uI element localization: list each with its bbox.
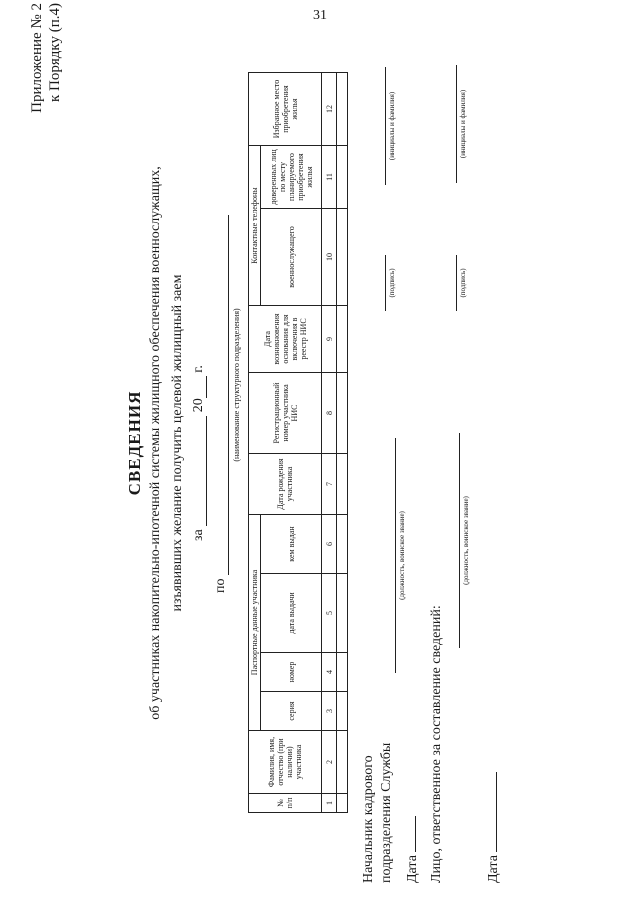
col-number-cell: 9 xyxy=(322,306,337,373)
col-number-cell: 7 xyxy=(322,454,337,515)
table-cell xyxy=(337,73,348,146)
period-blank xyxy=(192,416,207,526)
head-line-1: Начальник кадрового xyxy=(361,755,376,883)
responsible-label: Лицо, ответственное за составление сведений: xyxy=(429,605,444,883)
period-year-prefix: 20 xyxy=(191,398,206,413)
initials-line xyxy=(384,67,386,185)
form-subtitle-line-2: изъявивших желание получить целевой жилищный заем xyxy=(170,274,185,612)
col-number-cell: 2 xyxy=(322,731,337,794)
date-blank-2 xyxy=(484,772,497,852)
header-series: серия xyxy=(261,692,322,731)
date-label-1 xyxy=(403,816,422,883)
col-number-cell: 4 xyxy=(322,653,337,692)
col-number-cell: 1 xyxy=(322,794,337,813)
header-fio: Фамилия, имя, отчество (при наличии) участника xyxy=(249,731,322,794)
date-label-2 xyxy=(484,772,503,883)
table-cell xyxy=(337,515,348,574)
initials-caption-2: (инициалы и фамилия) xyxy=(459,89,467,159)
header-date-basis: Дата возникновения основания для включения в реестр НИС xyxy=(249,306,322,373)
signature-line xyxy=(384,255,386,311)
table-cell xyxy=(337,653,348,692)
col-number-cell: 12 xyxy=(322,73,337,146)
table-cell xyxy=(337,146,348,209)
table-cell xyxy=(337,731,348,794)
head-line-2: подразделения Службы xyxy=(379,742,394,883)
appendix-line-1: Приложение № 2 xyxy=(29,3,45,113)
table-cell xyxy=(337,574,348,653)
position-caption-2: (должность, воинское звание) xyxy=(462,496,470,585)
year-blank xyxy=(192,376,207,398)
date-blank-1 xyxy=(403,816,416,852)
page-number: 31 xyxy=(313,8,327,23)
date-text-2: Дата xyxy=(486,855,501,883)
header-group-passport: Паспортные данные участника xyxy=(249,515,261,731)
position-caption: (должность, воинское звание) xyxy=(398,511,406,600)
signature-caption-2: (подпись) xyxy=(459,268,467,298)
header-number: номер xyxy=(261,653,322,692)
table-row xyxy=(337,73,348,813)
header-num: № п/п xyxy=(249,794,322,813)
signature-line-2 xyxy=(455,255,457,311)
form-title: СВЕДЕНИЯ xyxy=(125,390,144,496)
header-issued-by: кем выдан xyxy=(261,515,322,574)
head-of-hr-label xyxy=(360,743,396,883)
header-reg-number: Регистрационный номер участника НИС xyxy=(249,373,322,454)
unit-blank xyxy=(214,215,229,575)
header-group-phones: Контактные телефоны xyxy=(249,146,261,306)
period-prefix: за xyxy=(191,529,206,541)
appendix-label xyxy=(28,3,64,113)
header-phone-serviceman: военнослужащего xyxy=(261,209,322,306)
appendix-line-2: к Порядку (п.4) xyxy=(47,3,63,102)
position-line xyxy=(394,438,396,673)
table-number-row xyxy=(322,73,337,813)
table-cell xyxy=(337,692,348,731)
unit-caption: (наименование структурного подразделения) xyxy=(232,308,241,462)
initials-caption: (инициалы и фамилия) xyxy=(388,91,396,161)
table-cell xyxy=(337,454,348,515)
table-cell xyxy=(337,373,348,454)
col-number-cell: 8 xyxy=(322,373,337,454)
table-cell xyxy=(337,306,348,373)
table-cell xyxy=(337,209,348,306)
table-cell xyxy=(337,794,348,813)
signature-caption: (подпись) xyxy=(388,268,396,298)
table-header-row-1 xyxy=(249,73,261,813)
col-number-cell: 5 xyxy=(322,574,337,653)
unit-prefix: по xyxy=(213,578,228,593)
header-place: Избранное место приобретения жилья xyxy=(249,73,322,146)
position-line-2 xyxy=(458,433,460,648)
initials-line-2 xyxy=(455,65,457,183)
col-number-cell: 3 xyxy=(322,692,337,731)
form-subtitle-line-1: об участниках накопительно-ипотечной системы жилищного обеспечения военнослужащих, xyxy=(148,166,163,720)
col-number-cell: 11 xyxy=(322,146,337,209)
unit-line xyxy=(213,215,229,593)
col-number-cell: 10 xyxy=(322,209,337,306)
period-line xyxy=(191,365,207,541)
header-birth: Дата рождения участника xyxy=(249,454,322,515)
header-issue-date: дата выдачи xyxy=(261,574,322,653)
data-table xyxy=(248,72,348,813)
period-suffix: г. xyxy=(191,365,206,373)
col-number-cell: 6 xyxy=(322,515,337,574)
header-phone-trusted: доверенных лиц по месту планируемого приобретения жилья xyxy=(261,146,322,209)
rotated-form-sheet xyxy=(10,0,630,893)
date-text: Дата xyxy=(405,855,420,883)
